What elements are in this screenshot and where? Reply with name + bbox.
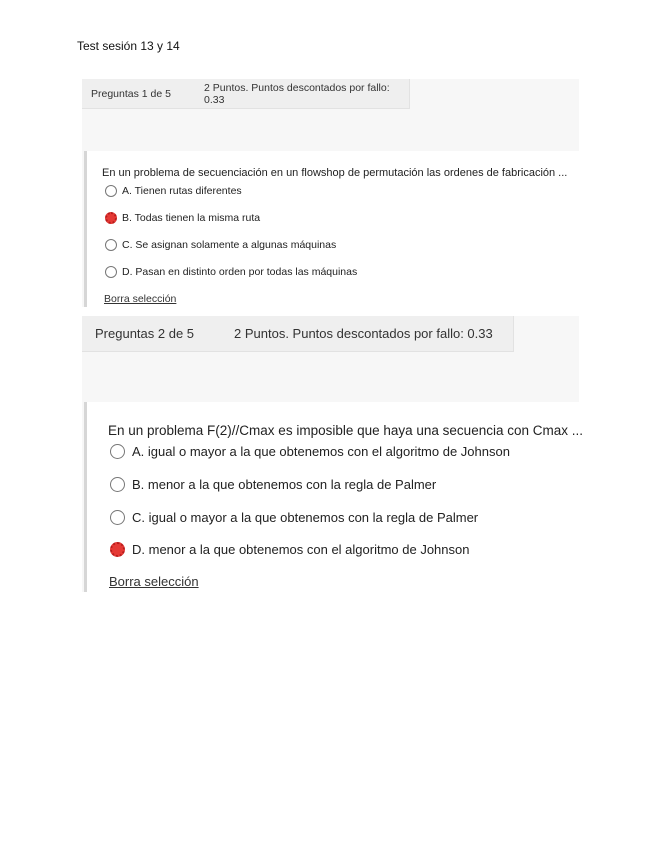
- radio-button[interactable]: [105, 212, 117, 224]
- radio-button[interactable]: [105, 239, 117, 251]
- option-a[interactable]: [110, 444, 510, 459]
- question-card-1: [82, 79, 579, 307]
- option-label: A. igual o mayor a la que obtenemos con el algoritmo de Johnson: [132, 444, 510, 459]
- radio-button[interactable]: [110, 444, 125, 459]
- option-label: C. igual o mayor a la que obtenemos con la regla de Palmer: [132, 510, 479, 525]
- radio-button[interactable]: [105, 266, 117, 278]
- radio-button[interactable]: [105, 185, 117, 197]
- question-card-2: [82, 316, 583, 592]
- question-header: [82, 79, 410, 109]
- option-label: D. Pasan en distinto orden por todas las máquinas: [122, 266, 358, 278]
- question-points: 2 Puntos. Puntos descontados por fallo: 0.33: [204, 81, 390, 106]
- question-number: Preguntas 2 de 5: [95, 326, 195, 341]
- radio-button[interactable]: [110, 477, 125, 492]
- option-label: C. Se asignan solamente a algunas máquinas: [122, 239, 337, 251]
- question-header: [82, 316, 514, 352]
- option-label: B. menor a la que obtenemos con la regla de Palmer: [132, 477, 437, 492]
- question-number: Preguntas 1 de 5: [91, 87, 171, 100]
- question-text: En un problema de secuenciación en un flowshop de permutación las ordenes de fabricación ...: [102, 167, 568, 179]
- radio-button[interactable]: [110, 510, 125, 525]
- option-b[interactable]: [105, 212, 260, 224]
- question-body: [84, 402, 583, 592]
- radio-button[interactable]: [110, 542, 125, 557]
- document-title: Test sesión 13 y 14: [77, 39, 180, 53]
- option-a[interactable]: [105, 185, 242, 197]
- option-label: A. Tienen rutas diferentes: [122, 185, 242, 197]
- question-text: En un problema F(2)//Cmax es imposible que haya una secuencia con Cmax ...: [108, 423, 583, 438]
- option-d[interactable]: [110, 542, 469, 557]
- option-c[interactable]: [105, 239, 336, 251]
- clear-selection-link[interactable]: Borra selección: [109, 574, 199, 589]
- question-body: [84, 151, 579, 307]
- clear-selection-link[interactable]: Borra selección: [104, 293, 177, 305]
- option-label: D. menor a la que obtenemos con el algoritmo de Johnson: [132, 542, 470, 557]
- option-label: B. Todas tienen la misma ruta: [122, 212, 261, 224]
- option-c[interactable]: [110, 510, 478, 525]
- question-points: 2 Puntos. Puntos descontados por fallo: 0.33: [234, 326, 493, 341]
- option-d[interactable]: [105, 266, 357, 278]
- option-b[interactable]: [110, 477, 436, 492]
